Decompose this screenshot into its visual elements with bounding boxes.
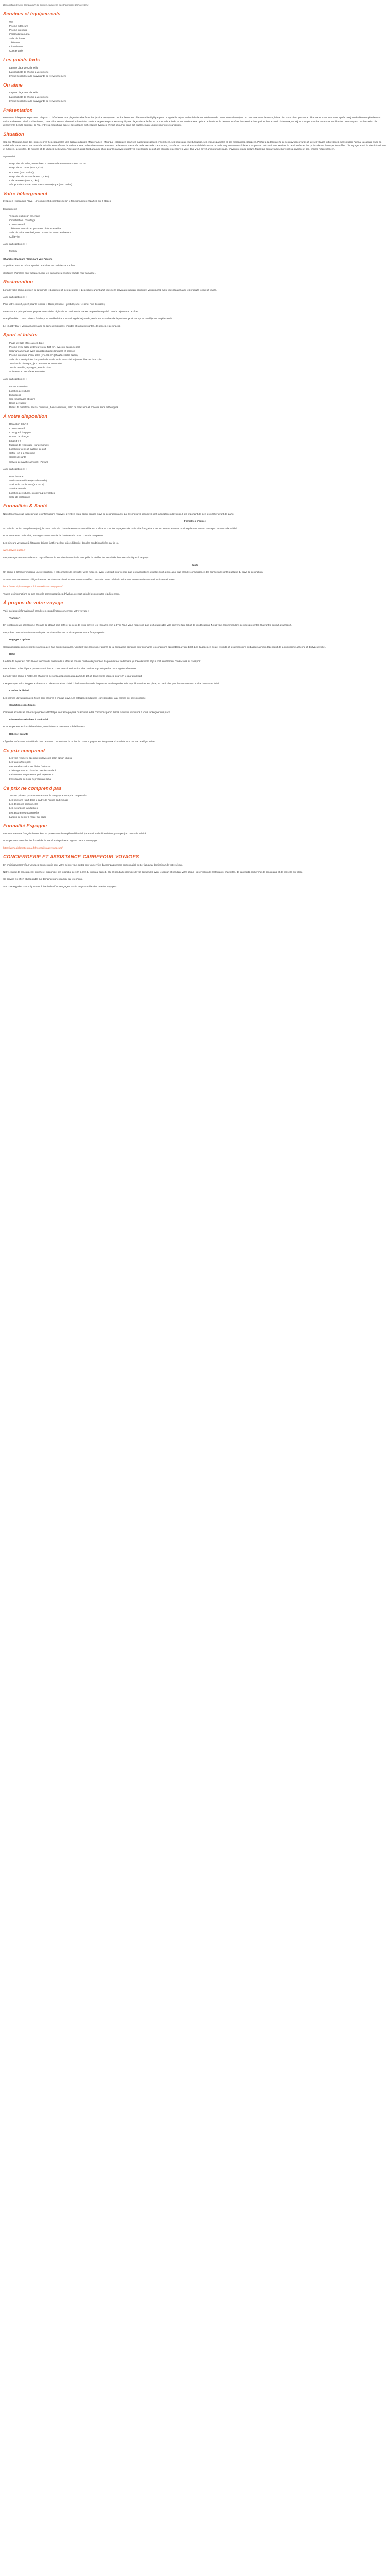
strong-points-title: Les points forts	[3, 57, 40, 63]
list-item: • Terrains de pétanque, jeux de cartes et de société	[9, 362, 387, 365]
bagages-heading: • Bagages – options	[9, 638, 387, 641]
situation-text: Cap sur Majorque, l'une des plus célèbres îles espagnoles des Baléares dans la Méditerranée ! Majorque est réputée pour ses magnifiques plages ensoleillées, ses baies aux eaux turquoise, ses criques paisibles et ses montagnes escarpées. Partez à la découverte de ses paysages variés et de ses villages pittoresques, sans oublier Palma, la capitale avec sa cathédrale Santa Maria, ses marchés animés, son château de Bellver et ses ruelles charmantes. Au cœur de la nature préservée de la Serra de Tramuntana, classée au patrimoine mondial de l'UNESCO, ou le long des routes côtières vous pourrez découvrir des sentiers de randonnées et des points de vue à couper le souffle. L'île regorge aussi de sites historiques et culturels, de grottes, de musées et de villages médiévaux. Vous aurez aussi l'embarras du choix pour les activités sportives et de loisirs, de golf à la plongée ou encore la voile. Que vous soyez amateurs de plage, d'aventure ou de culture, Majorque saura vous séduire par sa diversité et son charme méditerranéen.	[3, 140, 386, 151]
disposition-section	[3, 414, 387, 499]
list-item: • Location de voitures, scooters & bicyclettes	[9, 491, 387, 495]
list-item: • Solarium aménagé avec transats (chaises longues) et parasols	[9, 349, 387, 353]
list-item: • Service de taxis	[9, 487, 387, 490]
disposition-paying-label: Avec participation (€) :	[3, 467, 27, 470]
list-item: • La plus plage de Cala Millor	[9, 91, 387, 94]
conditions-heading: • Conditions spécifiques	[9, 703, 387, 707]
equipment-list	[3, 214, 387, 239]
health-p3: Pour toute autre nationalité, renseignez-vous auprès de l'ambassade ou du consulat compétent.	[3, 534, 104, 537]
list-item: • Climatisation	[9, 45, 387, 48]
accommodation-section	[3, 191, 387, 275]
health-p1: Nous tenons à vous rappeler que les informations relatives à l'entrée et au séjour dans le pays de destination ainsi que les mesures sanitaires sont susceptibles d'évoluer. Il est important de bien les vérifier avant de partir.	[3, 512, 234, 515]
concierge-title: CONCIERGERIE ET ASSISTANCE CARREFOUR VOYAGES	[3, 854, 139, 860]
about-p10: Certaines activités et services proposés à l'hôtel peuvent être payants ou soumis à des conditions particulières. Nous vous invitons à vous renseigner sur place.	[3, 711, 171, 714]
situation-section	[3, 132, 387, 187]
list-item: • Les assurances optionnelles	[9, 811, 387, 815]
on-aime-section	[3, 82, 387, 103]
list-item: • Plage de Cala Millor, accès direct – promenade à traverser – (env. 25 m)	[9, 162, 387, 165]
accommodation-title: Votre hébergement	[3, 191, 48, 197]
formalities-section	[3, 823, 387, 850]
list-item: • Pistes de marathon, sauna, hammam, bains à remous, salon de relaxation et zone de soins esthétiques	[9, 405, 387, 409]
list-item: • Plage de Sa Coma (env. 1,5 km)	[9, 166, 387, 170]
sports-section	[3, 332, 387, 409]
page	[0, 0, 391, 897]
list-item: • L'hôtel sensibilisé à la sauvegarde de l'environnement	[9, 74, 387, 78]
list-item: • Salle de bains avec baignoire ou douche et sèche-cheveux	[9, 231, 387, 234]
list-item: • La possibilité de choisir la vue piscine	[9, 95, 387, 99]
restaurants-title: Restauration	[3, 279, 34, 285]
disposition-paying-list	[3, 474, 387, 499]
bebes-heading: • Bébés et enfants	[9, 732, 387, 736]
list-item: • Local pour vélos et matériel de golf	[9, 447, 387, 451]
list-item: • Plage de Cala Millor, accès direct	[9, 341, 387, 345]
list-item: • La plus plage de Cala Millor	[9, 66, 387, 70]
sports-title: Sport et loisirs	[3, 332, 38, 338]
health-section	[3, 503, 387, 596]
list-item: • Climatisation / chauffage	[9, 218, 387, 222]
list-item: • Animation en journée et en soirée	[9, 370, 387, 374]
diplomatie-link[interactable]: https://www.diplomatie.gouv.fr/fr/conseils-aux-voyageurs/	[3, 585, 63, 588]
about-p5: La date de séjour est calculée en fonction du nombre de nuitées et non du nombre de journées. La première et la dernière journée de votre séjour sont entièrement consacrées au transport.	[3, 660, 201, 663]
list-item: • Connexion Wifi	[9, 427, 387, 430]
restaurants-text3: Une pièce bien… Une boisson fraîche pour se désaltérer tout au long de la journée, rendez-vous au bar de la piscine « pool bar » pour un déjeuner ou plats en lit.	[3, 317, 173, 320]
about-p4: Certains bagages peuvent être soumis à des frais supplémentaires. Veuillez vous renseigner auprès de la compagnie aérienne pour connaître les conditions applicables à votre billet. Les bagages en soute, le poids et les dimensions du bagage à main dépendent de la compagnie aérienne et du type de billet.	[3, 646, 327, 649]
list-item: • Les taxes d'aéroport	[9, 760, 387, 764]
concierge-p4: Vos conciergeries sont uniquement à titre indicatif et n'engagent pas la responsabilité de Carrefour Voyages.	[3, 885, 117, 888]
list-item: • Aéroport de Son San Joan Palma de Majorque (env. 70 km)	[9, 183, 387, 187]
list-item: • Minibar	[9, 249, 387, 253]
list-item: • Réception 24h/24	[9, 422, 387, 426]
concierge-p2: Notre équipe de conciergerie, experte et disponible, est joignable de 10h à 19h du lundi au samedi. Elle répond à l'ensemble de vos demandes avant le départ et pendant votre séjour : réservation de restaurants, d'activités, de transferts, recherche de bons plans et de conseils sur place.	[3, 870, 303, 873]
concierge-p1: En choisissant Carrefour Voyages Conciergerie pour votre séjour, vous optez pour un service d'accompagnement personnalisé du 1er jusqu'au dernier jour de votre séjour.	[3, 863, 183, 866]
list-item: • La formule « Logement et petit déjeuner »	[9, 773, 387, 776]
health-p4: Les mineurs voyageant à l'étranger doivent justifier de leur pièce d'identité dans les conditions fixées par la loi.	[3, 541, 119, 545]
disposition-title: À votre disposition	[3, 414, 48, 420]
list-item: • Piscine intérieure	[9, 28, 387, 32]
list-item: • Wifi	[9, 20, 387, 24]
list-item: • Les vols réguliers, spéciaux ou low cost selon option choisie	[9, 756, 387, 760]
list-item: • Blanchisserie	[9, 474, 387, 478]
about-p9: Les normes d'évaluation des hôtels sont propres à chaque pays. Les catégories indiquées correspondent aux normes du pays concerné.	[3, 696, 146, 699]
restaurants-section	[3, 279, 387, 328]
list-item: • Tout ce qui n'est pas mentionné dans le paragraphe « ce prix comprend »	[9, 794, 387, 798]
list-item: • Terrasse ou balcon aménagé	[9, 214, 387, 218]
list-item: • Les excursions facultatives	[9, 806, 387, 810]
excludes-section	[3, 786, 387, 819]
list-item: • Assistance médicale (sur demande)	[9, 479, 387, 482]
list-item: • Location de vélos	[9, 385, 387, 388]
formalities-p2: Nous pouvons consulter les formalités de santé et de police en vigueur pour votre voyage :	[3, 839, 99, 842]
list-item: • Bains de vapeur	[9, 401, 387, 405]
restaurants-text4: Le « Lobby Bar » vous accueille avec sa carte de boissons chaudes et rafraîchissantes, de glaces et de snacks.	[3, 325, 121, 328]
list-item: • Spa : massages et soins	[9, 397, 387, 401]
services-title: Services et équipements	[3, 11, 61, 18]
list-item: • Plage de Cala Morlanda (env. 2,6 km)	[9, 175, 387, 178]
list-item: • Salle de fitness	[9, 37, 387, 40]
room-text: Superficie : env. 27 m² – Capacité : 3 adultes ou 2 adultes + 1 enfant	[3, 264, 75, 267]
formalities-title: Formalité Espagne	[3, 823, 47, 829]
about-p12: L'âge des enfants est calculé à la date de retour. Les enfants de moins de 2 ans voyagent sur les genoux d'un adulte et n'ont pas de siège attitré.	[3, 740, 155, 743]
on-aime-title: On aime	[3, 82, 23, 89]
list-item: • Salle de conférence	[9, 495, 387, 499]
list-item: • Conciergerie	[9, 49, 387, 53]
proximity-label: À proximité :	[3, 155, 17, 158]
health-sante-heading: Santé	[191, 563, 199, 566]
health-p7: Aucune vaccination n'est obligatoire mais certaines vaccinations sont recommandées. Consultez votre médecin traitant ou un centre de vaccinations internationales.	[3, 578, 176, 581]
extra-label: Avec participation (€) :	[3, 243, 27, 246]
list-item: • Bureau de change	[9, 435, 387, 438]
sports-paying-label: Avec participation (€) :	[3, 378, 27, 381]
list-item: • Cala Murtassa (env. 2,7 km)	[9, 179, 387, 182]
about-title: À propos de votre voyage	[3, 600, 63, 606]
list-item: • Location de voitures	[9, 389, 387, 393]
list-item: • Connexion Wifi	[9, 223, 387, 226]
about-p6: Les arrivées ou les départs peuvent avoir lieu en cours de nuit en fonction des horaires imposés par les compagnies aériennes.	[3, 667, 137, 670]
list-item: • Excursions	[9, 393, 387, 397]
includes-section	[3, 748, 387, 781]
presentation-text: Bienvenue à l'Hipotels Hipocampo Playa 4* ! L'hôtel entre une plage de sable fin et des jardins verdoyants, cet établissement offre un cadre idyllique pour un agréable séjour au bord de la mer Méditerranée : vous rêvez d'un séjour en harmonie avec la nature, faites bien votre choix pour vous détendre et vous ressourcer après une journée bien remplie dans un cadre enchanteur. Situé sur la côte est, Cala Millor est une destination balnéaire prisée et appréciée pour ses magnifiques plages de sable fin, sa promenade animée et ses nombreuses options de loisirs et de détente. Profitez d'un service hors pair et d'un accueil chaleureux, ce séjour vous promet des vacances inoubliables. Ne manquez pas l'occasion de découvrir la beauté sauvage de l'île, entre sa magnifique baie et ses villages authentiques typiques. Venez séjourner dans cet établissement unique pour un séjour réussi.	[3, 116, 381, 127]
situation-title: Situation	[3, 131, 24, 138]
health-title: Formalités & Santé	[3, 503, 48, 510]
hotel-heading: • Hôtel	[9, 652, 387, 656]
securite-heading: • Informations relatives à la sécurité	[9, 718, 387, 721]
excludes-title: Ce prix ne comprend pas	[3, 785, 62, 791]
health-p2: Au sein de l'Union européenne (UE), la carte nationale d'identité en cours de validité est suffisante pour les voyageurs de nationalité française. Il est recommandé de se munir également de son passeport en cours de validité.	[3, 527, 238, 530]
list-item: • Consigne à bagages	[9, 431, 387, 434]
list-item: • Piscine extérieure	[9, 24, 387, 28]
list-item: • Tennis de table, aquagym, jeux de piste	[9, 366, 387, 369]
includes-title: Ce prix comprend	[3, 748, 45, 754]
sports-list	[3, 341, 387, 374]
list-item: • Espace TV	[9, 439, 387, 443]
disposition-list	[3, 422, 387, 464]
strong-points-section	[3, 57, 387, 78]
list-item: • Les boissons (sauf dans le cadre de l'option tout inclus)	[9, 798, 387, 802]
list-item: • L'hébergement en chambre double standard	[9, 769, 387, 772]
services-list	[3, 20, 387, 53]
list-item: • Centre de bien-être	[9, 32, 387, 36]
list-item: • Piscine intérieure d'eau salée (env. 85 m²) (chauffée selon saison)	[9, 353, 387, 357]
equipment-label: Équipements :	[3, 207, 19, 210]
extra-list	[3, 249, 387, 253]
about-p11: Pour les personnes à mobilité réduite, merci de nous contacter préalablement.	[3, 725, 86, 728]
services-section	[3, 11, 387, 53]
intro-tabs: Description Ce prix comprend / Ce prix ne comprend pas Formalités Conciergerie	[3, 4, 89, 6]
room-title: Chambre Standard / Standard vue Piscine	[3, 258, 53, 261]
list-item: • Service de navette aéroport - Payant	[9, 460, 387, 464]
room-note: Certaines chambres sont adaptées pour les personnes à mobilité réduite (sur demande).	[3, 272, 96, 275]
about-p1: Voici quelques informations à prendre en considération concernant votre voyage :	[3, 609, 89, 612]
concierge-p3: Ce service est offert et disponible sur demande par e-mail ou par téléphone.	[3, 878, 83, 881]
list-item: • Les transferts aéroport / hôtel / aéroport	[9, 765, 387, 768]
list-item: • La possibilité de choisir la vue piscine	[9, 70, 387, 74]
restaurants-paying-label: Avec participation (€) :	[3, 295, 27, 298]
list-item: • Port Verd (env. 2,5 km)	[9, 171, 387, 174]
on-aime-list	[3, 91, 387, 103]
presentation-title: Présentation	[3, 107, 33, 113]
accommodation-intro: L'Hipotels Hipocampo Playa – 4* compte 204 chambres selon le fonctionnement réparties sur 6 étages.	[3, 200, 112, 203]
about-p2: En fonction du vol sélectionné, l'horaire de départ peut différer de celui de votre arrivée (ex : 6h à 9h, 15h à 17h). Nous vous rappelons que les horaires des vols peuvent faire l'objet de modifications. Nous vous recommandons de vous présenter 2h avant le départ à l'aéroport.	[3, 623, 292, 626]
list-item: • La taxe de séjour à régler sur place	[9, 815, 387, 819]
sports-paying-list	[3, 385, 387, 410]
about-p7: Lors de votre séjour à l'hôtel, les chambres ne sont à disposition qu'à partir de 14h et doivent être libérées pour 12h le jour du départ.	[3, 674, 143, 677]
formalities-p1: Les ressortissants français doivent être en possession d'une pièce d'identité (carte nationale d'identité ou passeport) en cours de validité.	[3, 832, 147, 835]
list-item: • Téléviseur	[9, 41, 387, 44]
list-item: • L'hôtel sensibilisé à la sauvegarde de l'environnement	[9, 99, 387, 103]
list-item: • Matériel de repassage (sur demande)	[9, 443, 387, 447]
formalities-link[interactable]: https://www.diplomatie.gouv.fr/fr/conseils-aux-voyageurs/	[3, 846, 63, 850]
about-section	[3, 600, 387, 743]
list-item: • Coffre-fort	[9, 235, 387, 239]
health-doc-heading: Formalités d'entrée	[184, 519, 206, 522]
restaurants-text1: Lors de votre séjour, profitez de la formule « Logement et petit déjeuner » Le petit déjeuner buffet vous sera servi au restaurant principal : vous pourrez ainsi vous régaler avec les produits locaux et variés.	[3, 288, 217, 291]
list-item: • Téléviseur avec écran plasma et chaînes satellite	[9, 227, 387, 230]
strong-points-list	[3, 66, 387, 78]
proximity-list	[3, 162, 387, 187]
includes-list	[3, 756, 387, 781]
restaurants-paying-intro: Pour votre confort, optez pour la formule « Demi-pension » (petit déjeuner et dîner hors boissons)	[3, 302, 106, 306]
confort-heading: • Confort de l'hôtel	[9, 689, 387, 692]
list-item: • Coffre-fort à la réception	[9, 451, 387, 455]
concierge-section	[3, 854, 387, 888]
list-item: • Salle de sport équipée d'appareils de cardio et de musculation (accès libre de 7h à 22h)	[9, 358, 387, 361]
excludes-list	[3, 794, 387, 819]
restaurants-text2: Le restaurant principal vous propose une cuisine régionale et continentale variée, de première qualité pour le déjeuner et le dîner.	[3, 310, 139, 313]
list-item: • Station de bus locaux (env. 50 m)	[9, 483, 387, 486]
health-p5: Les passagers en transit dans un pays différent de leur destination finale sont priés de vérifier les formalités d'entrée spécifiques à ce pays.	[3, 556, 149, 559]
about-p8: Il se peut que, selon le type de chambre ou de restauration choisi, l'hôtel vous demande de prendre en charge des frais supplémentaires sur place, en particulier pour les services non inclus dans votre forfait.	[3, 682, 220, 685]
list-item: • Les dépenses personnelles	[9, 802, 387, 806]
list-item: • L'assistance de notre représentant local	[9, 777, 387, 781]
transport-heading: • Transport	[9, 616, 387, 620]
health-p6: Un séjour à l'étranger implique une préparation. Il est conseillé de consulter votre médecin avant le départ pour vérifier que les vaccinations usuelles sont à jour, ainsi que prendre connaissance des conseils de santé publique du pays de destination.	[3, 570, 263, 573]
about-p3: Les pré- et post- acheminements depuis certaines villes de province peuvent vous être proposés.	[3, 631, 105, 634]
list-item: • Piscine d'eau salée extérieure (env. 525 m²), avec un bassin séparé	[9, 345, 387, 349]
list-item: • Centre de santé	[9, 455, 387, 459]
health-p8: Toutes les informations de ces conseils sont susceptibles d'évoluer, prenez soin de les consulter régulièrement.	[3, 592, 120, 596]
presentation-section	[3, 108, 387, 127]
service-public-link[interactable]: www.service-public.fr	[3, 549, 26, 552]
